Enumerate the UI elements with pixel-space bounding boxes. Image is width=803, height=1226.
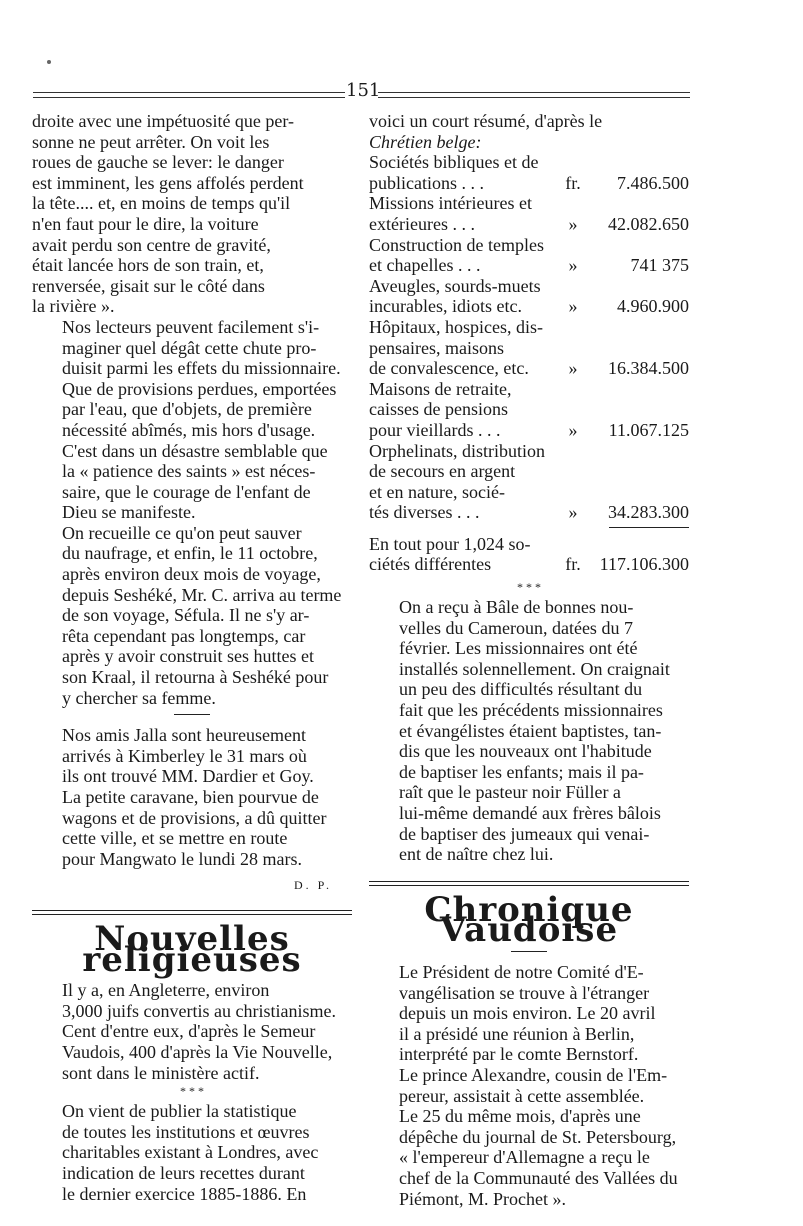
- text-line: installés solennellement. On craignait: [399, 658, 670, 679]
- statistics-row: [369, 379, 689, 400]
- text-line: est imminent, les gens affolés perdent: [32, 172, 304, 193]
- text-line: fait que les précédents missionnaires: [399, 700, 663, 721]
- text-line: la rivière ».: [32, 296, 115, 317]
- text-line: avait perdu son centre de gravité,: [32, 234, 271, 255]
- statistics-row: [369, 255, 689, 276]
- text-line: duisit parmi les effets du missionnaire.: [62, 358, 341, 379]
- text-line: la tête.... et, en moins de temps qu'il: [32, 193, 291, 214]
- paragraph-arrival-sefula: [32, 523, 352, 708]
- text-line: pereur, assistait à cette assemblée.: [399, 1085, 645, 1106]
- text-line: sonne ne peut arrêter. On voit les: [32, 131, 270, 152]
- text-line: Vaudois, 400 d'après la Vie Nouvelle,: [62, 1041, 333, 1062]
- text-line: arrivés à Kimberley le 31 mars où: [62, 745, 307, 766]
- text-line: vangélisation se trouve à l'étranger: [399, 982, 650, 1003]
- text-line: la « patience des saints » est néces-: [62, 461, 316, 482]
- text-line: pour Mangwato le lundi 28 mars.: [62, 848, 302, 869]
- text-line: Cent d'entre eux, d'après le Semeur: [62, 1021, 316, 1042]
- statistics-row: [369, 152, 689, 173]
- text-line: il a présidé une réunion à Berlin,: [399, 1023, 635, 1044]
- section-title-chronique: Chronique Vaudoise: [424, 889, 634, 951]
- paragraph-cameroun: [369, 597, 689, 865]
- text-line: lui-même demandé aux frères bâlois: [399, 803, 661, 823]
- text-line: février. Les missionnaires ont été: [399, 638, 638, 659]
- statistics-label: pour vieillards . . .: [369, 419, 501, 440]
- text-line: depuis Seshéké, Mr. C. arriva au terme: [62, 584, 342, 605]
- text-line: On recueille ce qu'on peut sauver: [62, 522, 302, 543]
- statistics-amount: 42.082.650: [608, 213, 689, 234]
- text-line: de toutes les institutions et œuvres: [62, 1121, 310, 1142]
- text-line: La petite caravane, bien pourvue de: [62, 787, 319, 807]
- text-line: dépêche du journal de St. Petersbourg,: [399, 1126, 677, 1147]
- text-line: Chrétien belge:: [369, 131, 482, 152]
- title-underline: [511, 951, 547, 952]
- section-title-nouvelles: Nouvelles religieuses: [82, 918, 302, 980]
- statistics-currency: fr.: [565, 172, 581, 193]
- statistics-label: et chapelles . . .: [369, 255, 481, 276]
- text-line: indication de leurs recettes durant: [62, 1162, 305, 1183]
- statistics-row: [369, 358, 689, 379]
- statistics-row: [369, 461, 689, 482]
- statistics-label: tés diverses . . .: [369, 502, 480, 523]
- statistics-row: [369, 276, 689, 297]
- text-line: y chercher sa femme.: [62, 687, 216, 708]
- text-line: de son voyage, Séfula. Il ne s'y ar-: [62, 605, 310, 626]
- text-line: « l'empereur d'Allemagne a reçu le: [399, 1147, 650, 1168]
- text-line: Le prince Alexandre, cousin de l'Em-: [399, 1064, 668, 1085]
- text-line: Dieu se manifeste.: [62, 502, 196, 523]
- total-amount: 117.106.300: [599, 554, 689, 575]
- text-line: Que de provisions perdues, emportées: [62, 378, 337, 399]
- statistics-label: Construction de temples: [369, 234, 544, 255]
- text-line: Nos amis Jalla sont heureusement: [62, 725, 306, 746]
- section-rule: [32, 910, 352, 915]
- text-line: 3,000 juifs convertis au christianisme.: [62, 1000, 336, 1021]
- text-line: ils ont trouvé MM. Dardier et Goy.: [62, 766, 314, 787]
- text-line: nécessité abîmés, mis hors d'usage.: [62, 419, 316, 440]
- statistics-table: [369, 152, 689, 523]
- text-line: chef de la Communauté des Vallées du: [399, 1167, 678, 1188]
- signature: D. P.: [293, 878, 332, 893]
- text-line: droite avec une impétuosité que per-: [32, 111, 295, 131]
- statistics-currency: »: [568, 213, 578, 234]
- statistics-row: [369, 399, 689, 420]
- text-line: On a reçu à Bâle de bonnes nou-: [399, 597, 634, 618]
- text-line: renversée, gisait sur le côté dans: [32, 275, 265, 296]
- text-line: cette ville, et se mettre en route: [62, 828, 288, 849]
- statistics-row: [369, 173, 689, 194]
- text-line: du naufrage, et enfin, le 11 octobre,: [62, 543, 318, 564]
- statistics-row: [369, 214, 689, 235]
- text-line: voici un court résumé, d'après le: [369, 111, 603, 131]
- statistics-currency: »: [568, 419, 578, 440]
- statistics-currency: »: [568, 296, 578, 317]
- statistics-currency: »: [568, 358, 578, 379]
- text-line: maginer quel dégât cette chute pro-: [62, 337, 317, 358]
- statistics-row: [369, 235, 689, 256]
- total-rule: [609, 527, 689, 528]
- statistics-label: Sociétés bibliques et de: [369, 152, 539, 173]
- text-line: n'en faut pour le dire, la voiture: [32, 213, 259, 234]
- statistics-row: [369, 502, 689, 523]
- statistics-row: [369, 482, 689, 503]
- statistics-row: [369, 420, 689, 441]
- text-line: un peu des difficultés résultant du: [399, 679, 643, 700]
- statistics-label: et en nature, socié-: [369, 481, 505, 502]
- statistics-amount: 4.960.900: [617, 296, 689, 317]
- text-line: raît que le pasteur noir Füller a: [399, 782, 621, 803]
- text-line: le dernier exercice 1885-1886. En: [62, 1183, 307, 1204]
- text-line: son Kraal, il retourna à Seshéké pour: [62, 667, 329, 688]
- statistics-label: Aveugles, sourds-muets: [369, 275, 541, 296]
- total-label: ciétés différentes: [369, 554, 492, 575]
- text-line: sont dans le ministère actif.: [62, 1062, 260, 1083]
- paragraph-resume-intro: [369, 111, 689, 152]
- statistics-label: Orphelinats, distribution: [369, 440, 545, 461]
- text-line: depuis un mois environ. Le 20 avril: [399, 1003, 656, 1024]
- text-line: Le Président de notre Comité d'E-: [399, 961, 644, 982]
- text-line: On vient de publier la statistique: [62, 1101, 297, 1122]
- paragraph-president: [369, 962, 689, 1209]
- statistics-row: [369, 296, 689, 317]
- text-line: de baptiser des jumeaux qui venai-: [399, 823, 650, 844]
- statistics-amount: 741 375: [630, 255, 689, 276]
- statistics-label: extérieures . . .: [369, 213, 475, 234]
- separator: [174, 714, 210, 715]
- text-line: velles du Cameroun, datées du 7: [399, 617, 633, 638]
- statistics-label: incurables, idiots etc.: [369, 296, 522, 317]
- statistics-row: [369, 441, 689, 462]
- total-row: [369, 534, 689, 575]
- text-line: après environ deux mois de voyage,: [62, 564, 321, 585]
- text-line: rêta cependant pas longtemps, car: [62, 625, 306, 646]
- total-label: En tout pour 1,024 so-: [369, 533, 531, 554]
- text-line: Nos lecteurs peuvent facilement s'i-: [62, 316, 320, 337]
- text-line: dis que les nouveaux ont l'habitude: [399, 741, 652, 762]
- paragraph-jalla: [32, 725, 352, 869]
- paragraph-juifs: [32, 980, 352, 1083]
- text-line: Piémont, M. Prochet ».: [399, 1188, 566, 1209]
- statistics-label: caisses de pensions: [369, 399, 508, 420]
- statistics-label: Maisons de retraite,: [369, 378, 512, 399]
- statistics-label: publications . . .: [369, 172, 484, 193]
- text-line: et évangélistes étaient baptistes, tan-: [399, 720, 662, 741]
- right-column: [369, 111, 689, 1209]
- header-rule-right: [378, 92, 690, 98]
- text-line: saire, que le courage de l'enfant de: [62, 481, 311, 502]
- paragraph-accident: [32, 111, 352, 317]
- total-currency: fr.: [565, 554, 581, 575]
- text-line: Il y a, en Angleterre, environ: [62, 980, 270, 1001]
- statistics-currency: »: [568, 502, 578, 523]
- text-line: de baptiser les enfants; mais il pa-: [399, 761, 644, 782]
- statistics-label: pensaires, maisons: [369, 337, 504, 358]
- text-line: Le 25 du même mois, d'après une: [399, 1106, 641, 1127]
- statistics-row: [369, 338, 689, 359]
- statistics-row: [369, 317, 689, 338]
- asterism: * * *: [517, 580, 541, 595]
- text-line: était lancée hors de son train, et,: [32, 255, 264, 276]
- text-line: charitables existant à Londres, avec: [62, 1142, 319, 1163]
- paragraph-londres: [32, 1101, 352, 1204]
- statistics-amount: 16.384.500: [608, 358, 689, 379]
- ink-speck: [47, 60, 51, 64]
- statistics-amount: 34.283.300: [608, 502, 689, 523]
- statistics-label: de convalescence, etc.: [369, 358, 529, 379]
- statistics-row: [369, 193, 689, 214]
- statistics-label: Missions intérieures et: [369, 193, 532, 214]
- statistics-amount: 7.486.500: [617, 172, 689, 193]
- section-rule: [369, 881, 689, 886]
- text-line: après y avoir construit ses huttes et: [62, 646, 314, 667]
- text-line: interprété par le comte Bernstorf.: [399, 1044, 639, 1065]
- header-rule-left: [33, 92, 345, 98]
- statistics-label: Hôpitaux, hospices, dis-: [369, 316, 543, 337]
- text-line: ent de naître chez lui.: [399, 844, 554, 865]
- statistics-currency: »: [568, 255, 578, 276]
- paragraph-losses: [32, 317, 352, 523]
- statistics-amount: 11.067.125: [608, 419, 689, 440]
- text-line: par l'eau, que d'objets, de première: [62, 399, 312, 420]
- left-column: [32, 111, 352, 1204]
- asterism: * * *: [180, 1084, 204, 1099]
- page-number: 151: [346, 80, 381, 101]
- text-line: roues de gauche se lever: le danger: [32, 152, 284, 173]
- text-line: wagons et de provisions, a dû quitter: [62, 807, 327, 828]
- statistics-label: de secours en argent: [369, 461, 516, 482]
- text-line: C'est dans un désastre semblable que: [62, 440, 328, 461]
